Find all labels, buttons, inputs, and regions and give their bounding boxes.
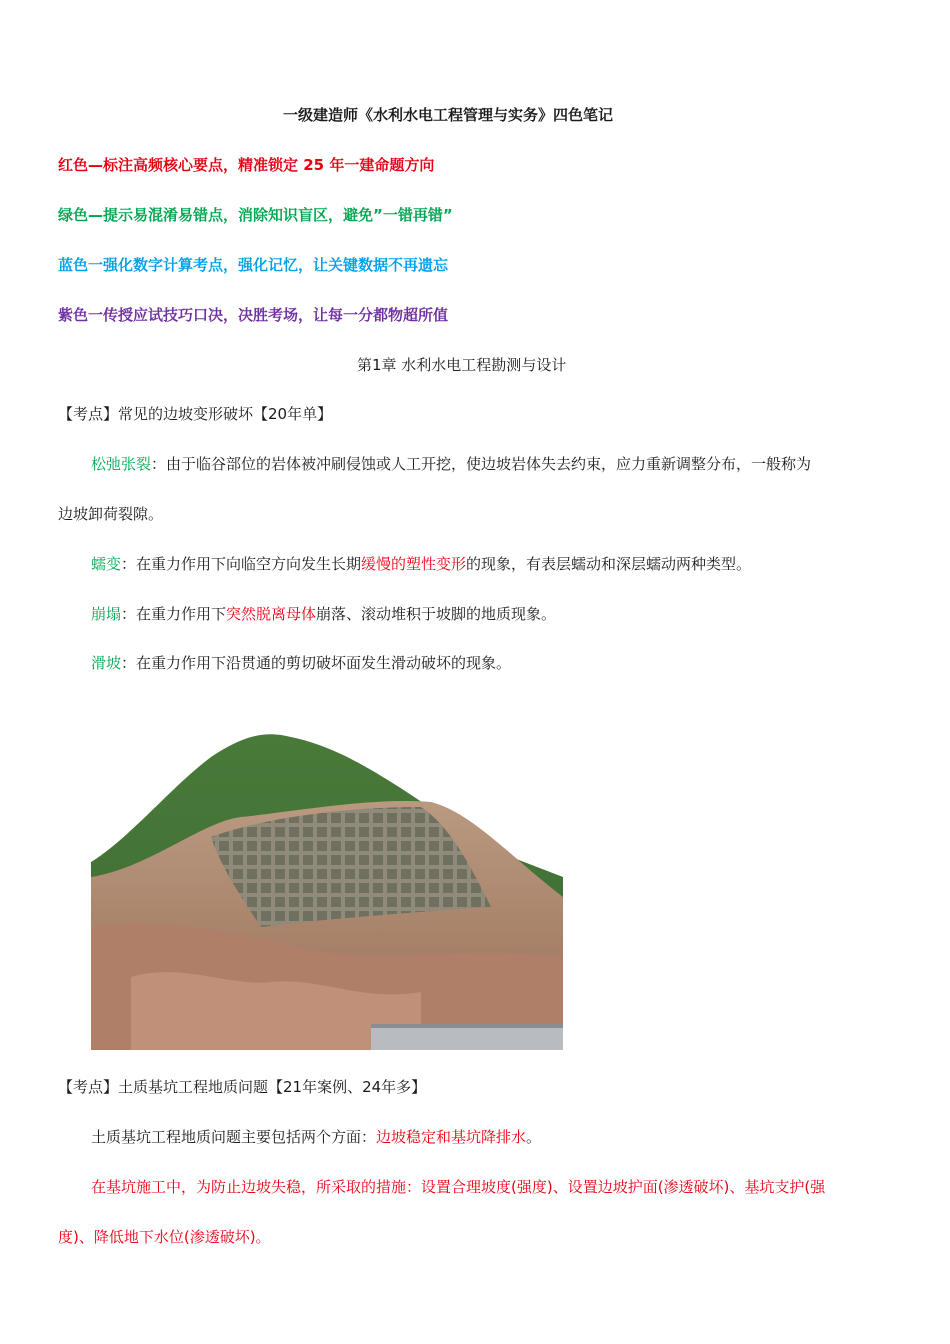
legend-purple: 紫色一传授应试技巧口决，决胜考场，让每一分都物超所值: [58, 306, 449, 324]
section2-intro: [91, 1126, 541, 1148]
slope-protection-photo: [91, 727, 563, 1050]
item-creep: [91, 553, 751, 575]
item-relaxation-cracking-continued: 边坡卸荷裂隙。: [58, 505, 164, 523]
term-landslide: 滑坡: [91, 654, 122, 672]
section2-intro-post: 。: [526, 1128, 542, 1146]
item-collapse-post: 崩落、滚动堆积于坡脚的地质现象。: [316, 605, 557, 623]
document-title: 一级建造师《水利水电工程管理与实务》四色笔记: [283, 106, 614, 124]
item-landslide: [91, 652, 511, 674]
legend-blue: 蓝色一强化数字计算考点，强化记忆，让关键数据不再遗忘: [58, 256, 449, 274]
item-relaxation-cracking: [91, 453, 811, 475]
section2-intro-highlight: 边坡稳定和基坑降排水: [376, 1128, 527, 1146]
item-collapse-highlight: 突然脱离母体: [226, 605, 317, 623]
section2-heading: 【考点】土质基坑工程地质问题【21年案例、24年多】: [58, 1078, 427, 1096]
term-relaxation-cracking: 松弛张裂: [91, 455, 152, 473]
item-collapse: [91, 603, 556, 625]
item-relaxation-cracking-text: ：由于临谷部位的岩体被冲刷侵蚀或人工开挖，使边坡岩体失去约束，应力重新调整分布，一般称为: [151, 455, 812, 473]
chapter-heading: 第1章 水利水电工程勘测与设计: [357, 356, 567, 374]
item-creep-pre: ：在重力作用下向临空方向发生长期: [121, 555, 362, 573]
item-creep-highlight: 缓慢的塑性变形: [361, 555, 467, 573]
item-collapse-pre: ：在重力作用下: [121, 605, 227, 623]
term-creep: 蠕变: [91, 555, 122, 573]
section2-measures: 在基坑施工中，为防止边坡失稳，所采取的措施：设置合理坡度(强度)、设置边坡护面(渗透破坏)、基坑支护(强: [91, 1178, 826, 1196]
item-creep-post: 的现象，有表层蠕动和深层蠕动两种类型。: [466, 555, 752, 573]
item-landslide-text: ：在重力作用下沿贯通的剪切破坏面发生滑动破坏的现象。: [121, 654, 512, 672]
legend-green: 绿色—提示易混淆易错点，消除知识盲区，避免”一错再错”: [58, 206, 453, 224]
legend-red: 红色—标注高频核心要点，精准锁定 25 年一建命题方向: [58, 156, 435, 174]
section2-intro-pre: 土质基坑工程地质问题主要包括两个方面：: [91, 1128, 377, 1146]
section2-measures-continued: 度)、降低地下水位(渗透破坏)。: [58, 1228, 271, 1246]
section1-heading: 【考点】常见的边坡变形破坏【20年单】: [58, 405, 333, 423]
term-collapse: 崩塌: [91, 605, 122, 623]
